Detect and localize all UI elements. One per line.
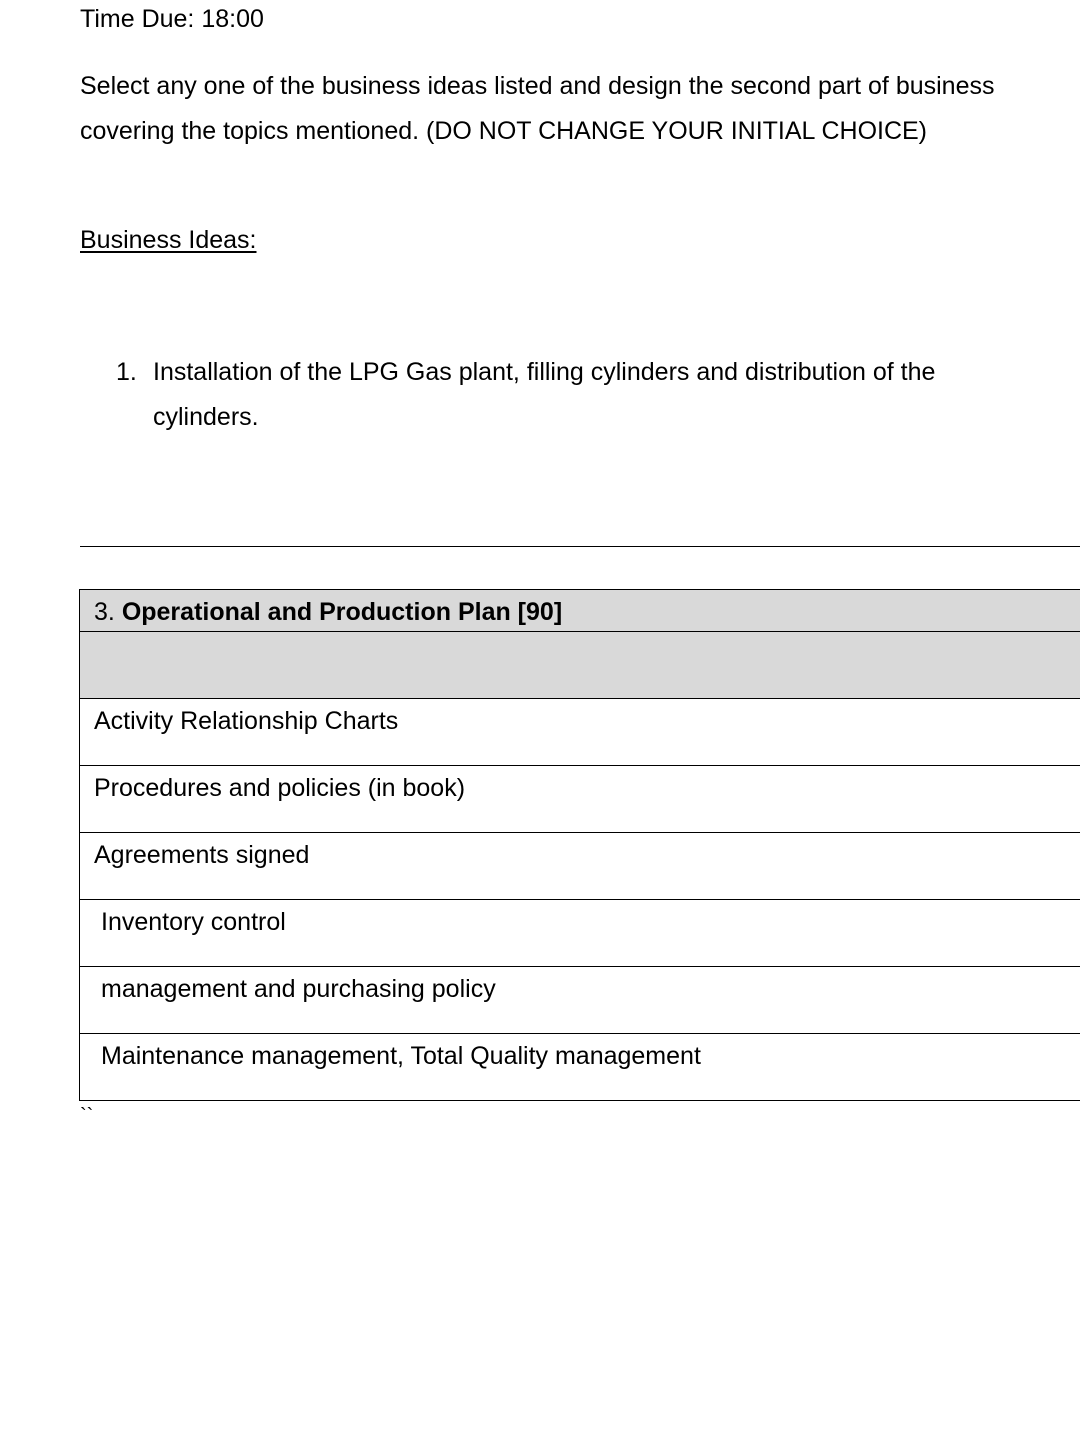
business-idea-item	[116, 350, 1046, 440]
horizontal-rule	[80, 546, 1080, 547]
table-cell: Activity Relationship Charts	[80, 699, 1080, 766]
table-row	[80, 900, 1080, 967]
business-idea-text-line2: cylinders.	[153, 403, 259, 431]
table-header-cell	[80, 590, 1080, 632]
table-cell: Inventory control	[80, 900, 1080, 967]
table-row	[80, 967, 1080, 1034]
operational-plan-table	[79, 589, 1080, 1101]
section-number: 3.	[94, 598, 115, 626]
table-blank-cell	[80, 632, 1080, 699]
table-row	[80, 1034, 1080, 1101]
business-idea-text	[153, 350, 1046, 440]
time-due-text: Time Due: 18:00	[80, 5, 264, 33]
section-title: Operational and Production Plan [90]	[121, 598, 563, 626]
table-header-row	[80, 590, 1080, 632]
table-cell: Procedures and policies (in book)	[80, 766, 1080, 833]
table-cell: Agreements signed	[80, 833, 1080, 900]
table-row	[80, 699, 1080, 766]
table-cell: management and purchasing policy	[80, 967, 1080, 1034]
table-row	[80, 766, 1080, 833]
table-cell: Maintenance management, Total Quality management	[80, 1034, 1080, 1101]
instructions-paragraph: Select any one of the business ideas listed and design the second part of business covering the topics mentioned. (DO NOT CHANGE YOUR INITIAL CHOICE)	[80, 72, 995, 145]
business-ideas-heading: Business Ideas:	[80, 226, 257, 254]
table-blank-row	[80, 632, 1080, 699]
stray-backtick-mark: ``	[80, 1105, 94, 1127]
table-row	[80, 833, 1080, 900]
business-idea-text-line1: Installation of the LPG Gas plant, filling cylinders and distribution of the	[153, 358, 936, 386]
business-idea-number: 1.	[116, 358, 137, 386]
